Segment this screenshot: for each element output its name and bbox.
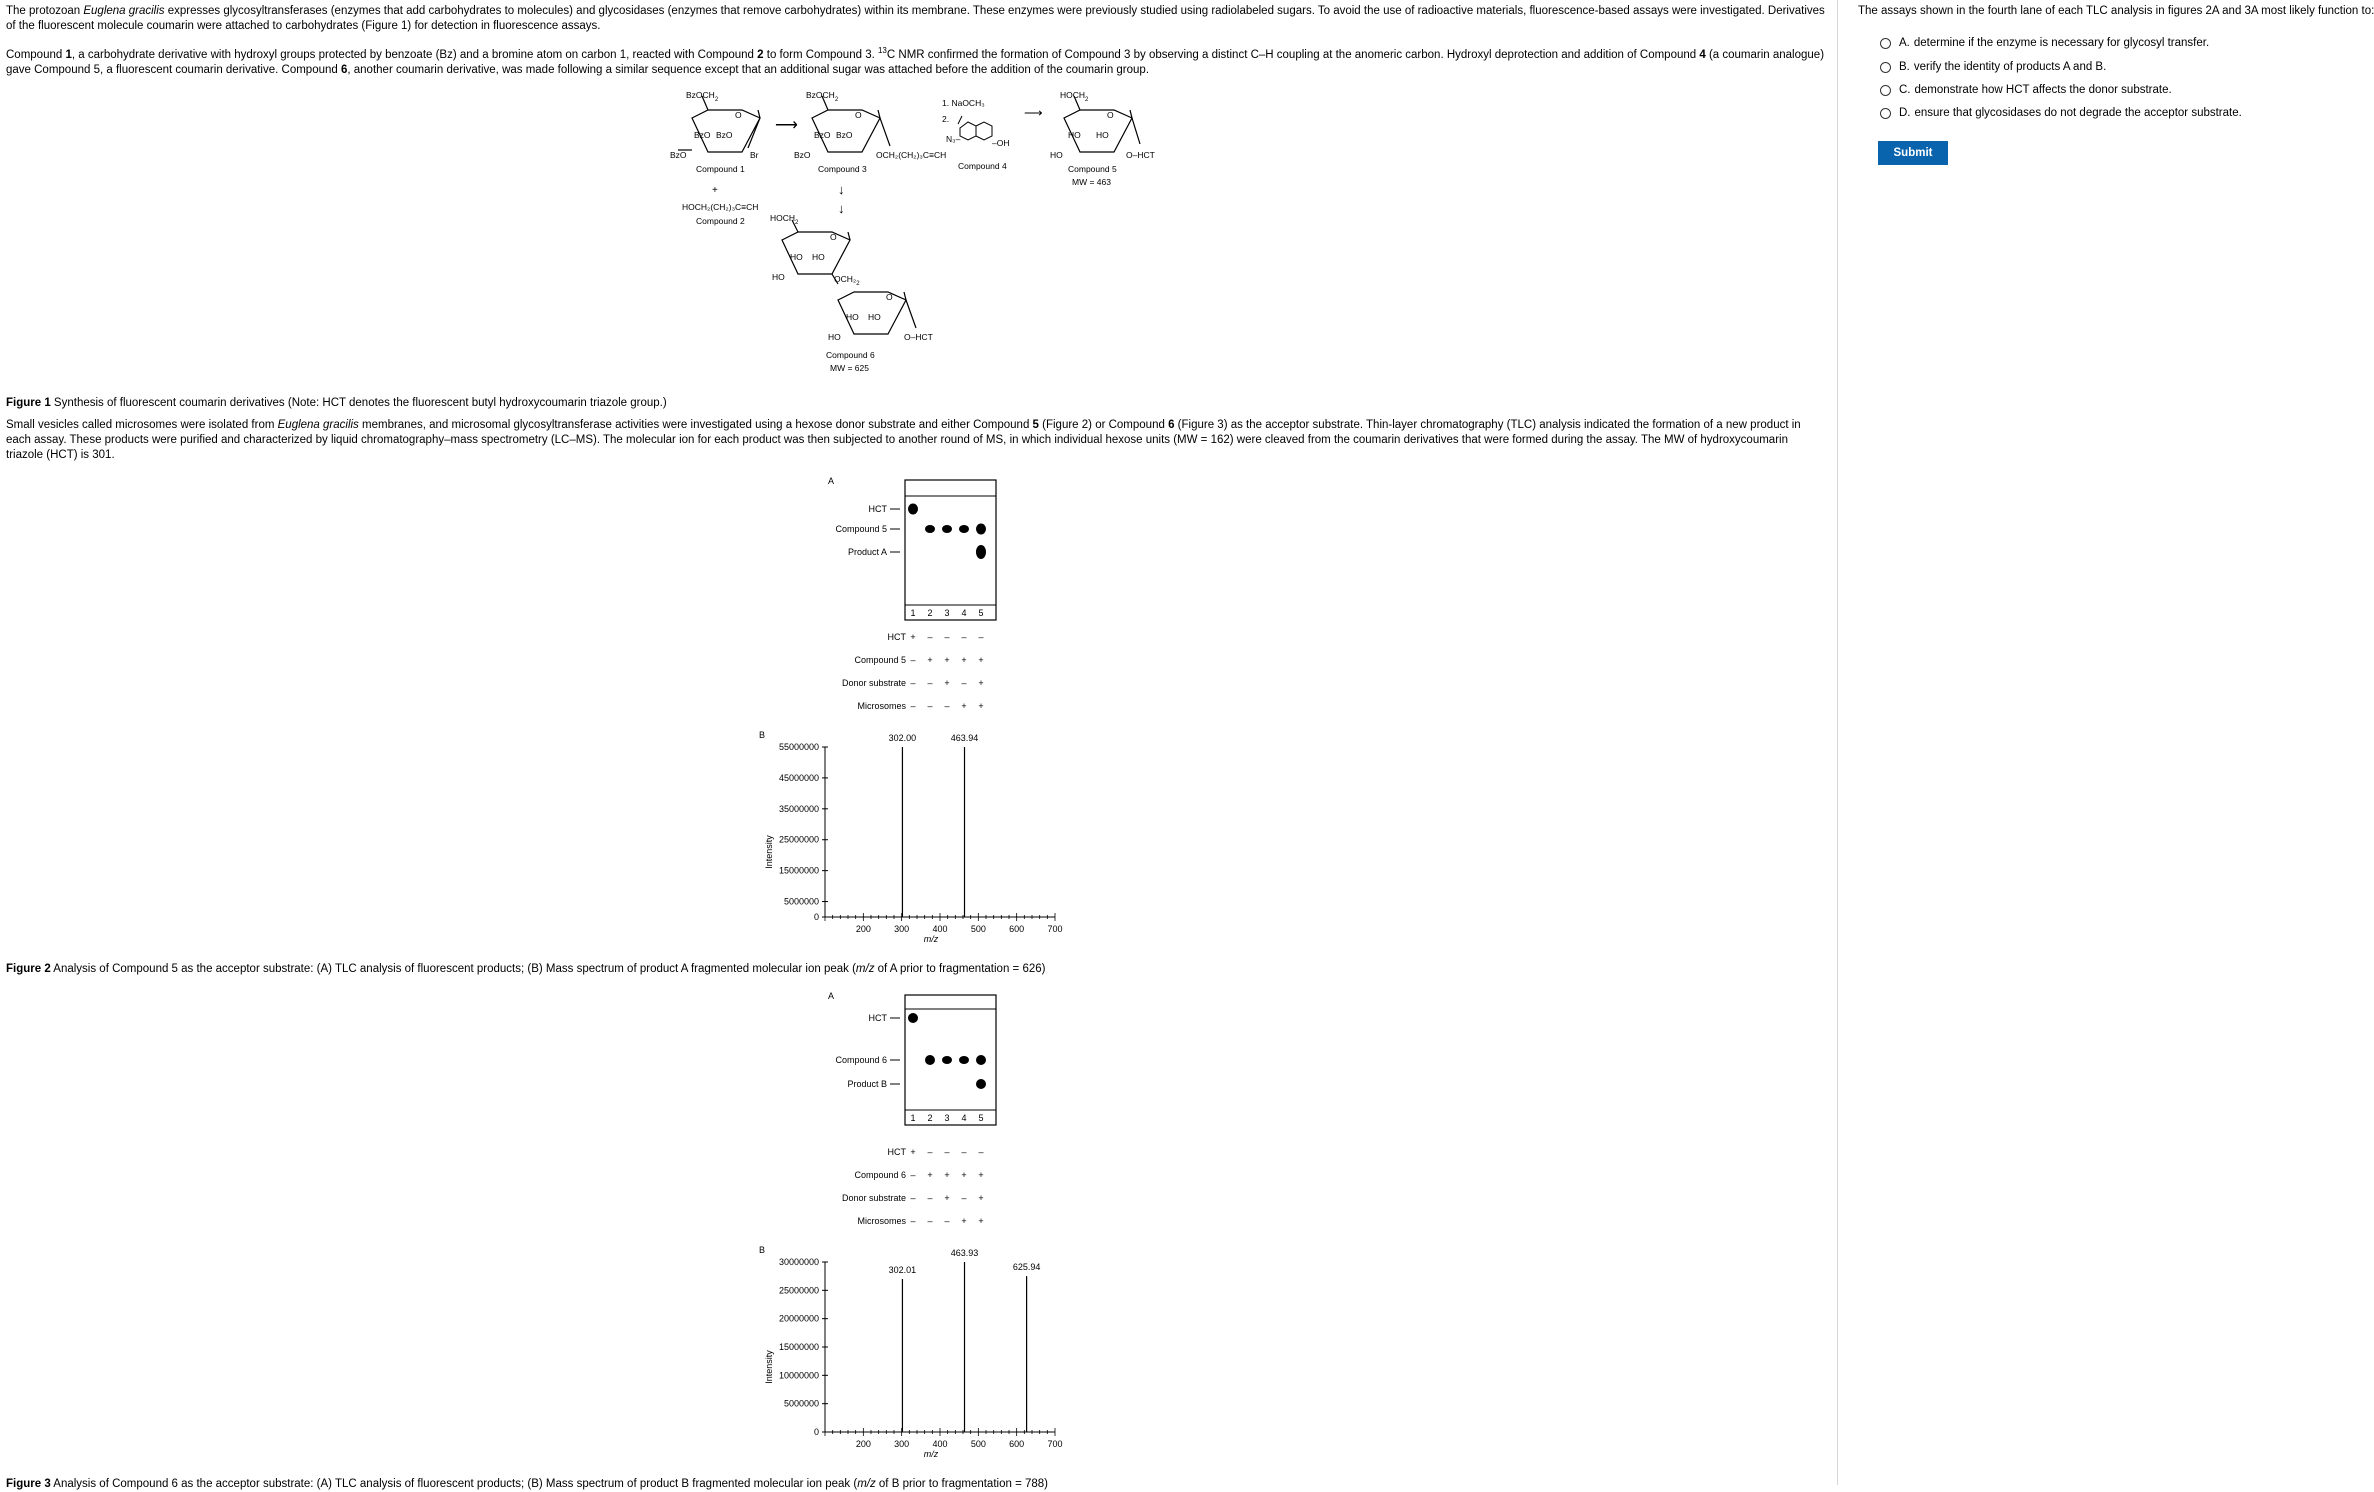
svg-text:BzO: BzO [794, 150, 811, 160]
svg-text:HO: HO [812, 252, 825, 262]
svg-text:+: + [927, 655, 933, 665]
lane-number: 4 [961, 608, 967, 618]
svg-text:HO: HO [1068, 130, 1081, 140]
svg-text:O: O [830, 232, 837, 242]
peak-label: 463.93 [950, 1248, 979, 1258]
svg-text:–: – [944, 701, 950, 711]
down-arrow-icon: ↓ [838, 182, 845, 197]
answer-choice-b[interactable] [1880, 59, 2106, 75]
tlc-spot-compound [959, 1056, 969, 1064]
condition-label: Compound 6 [854, 1170, 906, 1180]
tlc-spot-compound [976, 524, 986, 535]
compound-4-structure [958, 116, 992, 140]
svg-text:+: + [978, 1216, 984, 1225]
svg-text:+: + [978, 655, 984, 665]
y-tick-label: 5000000 [783, 896, 819, 907]
compound-5-label: Compound 5 [1068, 164, 1117, 174]
peak-label: 625.94 [1012, 1262, 1041, 1273]
y-tick-label: 35000000 [778, 803, 819, 814]
peak-label: 463.94 [950, 733, 979, 743]
svg-text:HO: HO [828, 332, 841, 342]
tlc-spot-compound [942, 525, 952, 533]
panel-label: A [828, 476, 835, 486]
reaction-arrow-icon: ⟶ [775, 117, 798, 134]
svg-text:–OH: –OH [992, 138, 1010, 148]
svg-text:–: – [910, 1170, 916, 1180]
svg-text:HO: HO [1050, 150, 1063, 160]
svg-text:–: – [978, 632, 984, 642]
y-tick-label: 45000000 [778, 772, 819, 783]
y-tick-label: 5000000 [783, 1398, 819, 1409]
compound-1-label: Compound 1 [696, 164, 745, 174]
x-tick-label: 600 [1009, 924, 1025, 934]
reagent-arrow-icon: ⟶ [1024, 105, 1043, 120]
y-tick-label: 10000000 [778, 1370, 819, 1381]
y-tick-label: 15000000 [778, 1342, 819, 1352]
svg-text:N₃–: N₃– [946, 134, 961, 144]
tlc-row-label: Compound 6 [835, 1055, 887, 1065]
condition-label: Donor substrate [841, 1193, 906, 1203]
compound-2-formula: HOCH₂(CH₂)₃C≡CH [682, 202, 759, 212]
x-tick-label: 300 [894, 924, 910, 934]
svg-text:HOCH2: $HOCH_2$ [770, 213, 799, 226]
x-axis-label: m/z [923, 1449, 939, 1459]
condition-label: Donor substrate [841, 678, 906, 688]
x-tick-label: 400 [932, 924, 948, 934]
tlc-spot-compound [976, 1055, 986, 1065]
svg-text:+: + [978, 1193, 984, 1203]
svg-text:–: – [927, 1147, 933, 1157]
x-tick-label: 700 [1047, 1439, 1063, 1449]
choice-letter: D. [1899, 107, 1911, 119]
x-tick-label: 700 [1047, 924, 1063, 934]
svg-text:–: – [927, 701, 933, 711]
question-panel [1840, 0, 2374, 1485]
svg-text:HOCH2: $HOCH_2$ [1060, 90, 1089, 103]
tlc-spot-hct [908, 504, 918, 515]
svg-text:+: + [978, 1170, 984, 1180]
submit-button[interactable]: Submit [1878, 141, 1948, 165]
peak-label: 302.01 [888, 1265, 917, 1275]
choice-text: determine if the enzyme is necessary for glycosyl transfer. [1913, 37, 2210, 49]
tlc-row-label: Compound 5 [835, 524, 887, 534]
x-tick-label: 500 [970, 924, 986, 934]
svg-text:O: O [1107, 110, 1114, 120]
radio-button-icon[interactable] [1880, 85, 1891, 96]
condition-label: Microsomes [857, 1216, 906, 1225]
svg-text:–: – [910, 678, 916, 688]
svg-text:OCH₂(CH₂)₃C≡CH: OCH₂(CH₂)₃C≡CH [876, 150, 947, 160]
svg-text:+: + [944, 1170, 950, 1180]
svg-text:+: + [961, 1170, 967, 1180]
answer-choice-c[interactable] [1880, 82, 2172, 98]
lane-number: 1 [910, 1113, 916, 1123]
svg-text:–: – [944, 1147, 950, 1157]
svg-text:+: + [961, 701, 967, 711]
svg-text:–: – [910, 701, 916, 711]
tlc-spot-compound [942, 1056, 952, 1064]
panel-label: B [759, 1245, 766, 1255]
passage-paragraph-3: Small vesicles called microsomes were isolated from Euglena gracilis membranes, and microsomal glycosyltransferase activities were investigated using a hexose donor substrate and either Compound 5 (Figure 2) or Compound 6 (Figure 3) as the acceptor substrate. Thin-layer chromatography (TLC) analysis indicated the formation of a new product in each assay. These products were purified and characterized by liquid chromatography–mass spectrometry (LC–MS). The molecular ion for each product was then subjected to another round of MS, in which individual hexose units (MW = 162) were cleaved from the coumarin derivatives that were formed during the assay. The MW of hydroxycoumarin triazole (HCT) is 301. [6, 419, 1801, 461]
compound-4-label: Compound 4 [958, 161, 1007, 171]
svg-text:–: – [927, 678, 933, 688]
x-tick-label: 200 [855, 1439, 871, 1449]
svg-text:–: – [961, 1147, 967, 1157]
y-tick-label: 25000000 [778, 834, 819, 845]
svg-text:O: O [735, 110, 742, 120]
peak-label: 302.00 [888, 733, 917, 743]
svg-text:+: + [961, 1216, 967, 1225]
tlc-row-label: Product A [847, 547, 887, 557]
svg-text:–: – [961, 678, 967, 688]
y-tick-label: 25000000 [778, 1285, 819, 1296]
compound-6-label: Compound 6 [826, 350, 875, 360]
compound-3-structure [812, 96, 890, 152]
svg-text:2.: 2. [942, 114, 950, 124]
svg-text:+: + [910, 632, 916, 642]
svg-text:+: + [910, 1147, 916, 1157]
choice-text: demonstrate how HCT affects the donor substrate. [1914, 84, 2172, 96]
radio-button-icon[interactable] [1880, 62, 1891, 73]
svg-text:+: + [944, 1193, 950, 1203]
svg-text:HO: HO [1096, 130, 1109, 140]
svg-text:–: – [961, 1193, 967, 1203]
svg-text:BzO: BzO [670, 150, 687, 160]
y-axis-label: Intensity [764, 1350, 774, 1384]
svg-text:+: + [944, 655, 950, 665]
tlc-row-label: Product B [847, 1079, 887, 1089]
svg-text:OCH₂2: $OCH_2_2$ [834, 274, 860, 287]
tlc-plate-figure-2a [820, 470, 1020, 720]
svg-text:+: + [927, 1170, 933, 1180]
svg-text:BzO: BzO [694, 130, 711, 140]
svg-text:BzOCH2: BzOCH$_2$ [806, 90, 839, 103]
radio-button-icon[interactable] [1880, 108, 1891, 119]
panel-label: A [828, 991, 835, 1001]
choice-text: ensure that glycosidases do not degrade the acceptor substrate. [1914, 107, 2242, 119]
tlc-spot-product [976, 545, 986, 559]
x-tick-label: 200 [855, 924, 871, 934]
lane-number: 3 [944, 608, 950, 618]
svg-text:+: + [978, 678, 984, 688]
svg-text:O: O [886, 292, 893, 302]
lane-number: 1 [910, 608, 916, 618]
synthesis-scheme-figure [640, 88, 1180, 388]
question-stem: The assays shown in the fourth lane of each TLC analysis in figures 2A and 3A most likely function to: [1858, 5, 2374, 17]
svg-text:+: + [944, 678, 950, 688]
choice-letter: A. [1899, 37, 1910, 49]
compound-1-structure [678, 96, 760, 152]
svg-text:+: + [978, 701, 984, 711]
svg-text:O–HCT: O–HCT [1126, 150, 1155, 160]
svg-text:HO: HO [868, 312, 881, 322]
compound-3-label: Compound 3 [818, 164, 867, 174]
y-tick-label: 0 [813, 912, 819, 922]
x-axis-label: m/z [923, 934, 939, 944]
tlc-spot-compound [959, 525, 969, 533]
tlc-plate-figure-3a [820, 985, 1020, 1225]
panel-label: B [759, 730, 766, 740]
y-tick-label: 0 [813, 1427, 819, 1437]
compound-6-mw: MW = 625 [830, 363, 869, 373]
y-tick-label: 20000000 [778, 1313, 819, 1324]
svg-text:–: – [927, 1193, 933, 1203]
svg-text:–: – [910, 1193, 916, 1203]
svg-text:–: – [944, 1216, 950, 1225]
lane-number: 5 [978, 1113, 984, 1123]
x-tick-label: 300 [894, 1439, 910, 1449]
tlc-spot-hct [908, 1013, 918, 1023]
compound-2-label: Compound 2 [696, 216, 745, 226]
tlc-spot-product [976, 1079, 986, 1089]
condition-label: HCT [887, 1147, 906, 1157]
choice-text: verify the identity of products A and B. [1913, 61, 2107, 73]
svg-text:–: – [910, 1216, 916, 1225]
tlc-spot-compound [925, 1055, 935, 1065]
radio-button-icon[interactable] [1880, 38, 1891, 49]
down-arrow-icon: ↓ [838, 201, 845, 216]
svg-text:O: O [855, 110, 862, 120]
svg-text:–: – [927, 1216, 933, 1225]
mass-spectrum-figure-3b [755, 1237, 1065, 1467]
y-axis-label: Intensity [764, 835, 774, 869]
condition-label: HCT [887, 632, 906, 642]
svg-text:–: – [910, 655, 916, 665]
x-tick-label: 400 [932, 1439, 948, 1449]
svg-text:+: + [961, 655, 967, 665]
tlc-spot-compound [925, 525, 935, 533]
tlc-row-label: HCT [868, 1013, 887, 1023]
lane-number: 2 [927, 1113, 933, 1123]
mass-spectrum-figure-2b [755, 722, 1065, 952]
figure-2-caption: Figure 2 Analysis of Compound 5 as the acceptor substrate: (A) TLC analysis of fluorescent products; (B) Mass spectrum of product A fragmented molecular ion peak (m/z of A prior to fragmentation = 626) [6, 963, 1046, 975]
svg-text:+: + [712, 185, 718, 196]
tlc-row-label: HCT [868, 504, 887, 514]
svg-text:BzOCH2: BzOCH$_2$ [686, 90, 719, 103]
svg-text:Br: Br [750, 150, 759, 160]
svg-text:BzO: BzO [814, 130, 831, 140]
y-tick-label: 15000000 [778, 865, 819, 876]
lane-number: 2 [927, 608, 933, 618]
svg-text:–: – [944, 632, 950, 642]
choice-letter: C. [1899, 84, 1911, 96]
passage-paragraph-2: Compound 1, a carbohydrate derivative with hydroxyl groups protected by benzoate (Bz) and a bromine atom on carbon 1, reacted with Compound 2 to form Compound 3. $^{13}$C NMR confirmed the formation of Compound 3 by observing a distinct C–H coupling at the anomeric carbon. Hydroxyl deprotection and addition of Compound 4 (a coumarin analogue) gave Compound 5, a fluorescent coumarin derivative. Compound 6, another coumarin derivative, was made following a similar sequence except that an additional sugar was attached before the addition of the coumarin group. [6, 46, 1825, 76]
svg-text:BzO: BzO [716, 130, 733, 140]
figure-3-caption: Figure 3 Analysis of Compound 6 as the acceptor substrate: (A) TLC analysis of fluorescent products; (B) Mass spectrum of product B fragmented molecular ion peak (m/z of B prior to fragmentation = 788) [6, 1478, 1048, 1490]
svg-text:BzO: BzO [836, 130, 853, 140]
condition-label: Microsomes [857, 701, 906, 711]
svg-text:–: – [927, 632, 933, 642]
svg-text:HO: HO [790, 252, 803, 262]
svg-text:HO: HO [772, 272, 785, 282]
svg-text:–: – [978, 1147, 984, 1157]
y-tick-label: 55000000 [778, 742, 819, 752]
choice-letter: B. [1899, 61, 1910, 73]
x-tick-label: 600 [1009, 1439, 1025, 1449]
passage-paragraph-1: The protozoan Euglena gracilis expresses glycosyltransferases (enzymes that add carbohydrates to molecules) and glycosidases (enzymes that remove carbohydrates) within its membrane. These enzymes were previously studied using radiolabeled sugars. To avoid the use of radioactive materials, fluorescence-based assays were investigated. Derivatives of the fluorescent molecule coumarin were attached to carbohydrates (Figure 1) for detection in fluorescence assays. [6, 5, 1825, 32]
svg-text:HO: HO [846, 312, 859, 322]
answer-choice-a[interactable] [1880, 35, 2209, 51]
y-tick-label: 30000000 [778, 1257, 819, 1267]
lane-number: 3 [944, 1113, 950, 1123]
compound-5-structure [1064, 96, 1140, 152]
lane-number: 4 [961, 1113, 967, 1123]
compound-5-mw: MW = 463 [1072, 177, 1111, 187]
figure-1-caption: Figure 1 Synthesis of fluorescent coumarin derivatives (Note: HCT denotes the fluorescent butyl hydroxycoumarin triazole group.) [6, 397, 667, 409]
svg-text:–: – [961, 632, 967, 642]
condition-label: Compound 5 [854, 655, 906, 665]
svg-text:1. NaOCH₃: 1. NaOCH₃ [942, 98, 985, 108]
svg-text:O–HCT: O–HCT [904, 332, 933, 342]
x-tick-label: 500 [970, 1439, 986, 1449]
answer-choice-d[interactable] [1880, 105, 2242, 121]
lane-number: 5 [978, 608, 984, 618]
